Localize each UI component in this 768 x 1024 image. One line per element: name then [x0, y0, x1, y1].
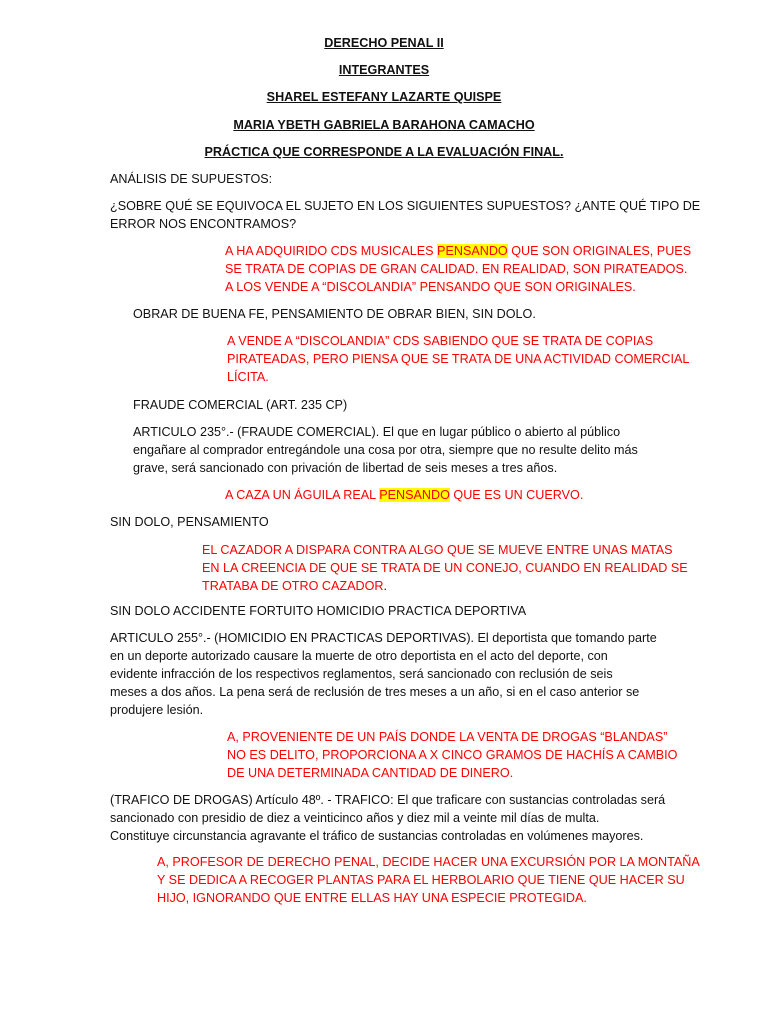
- case-1-line: [225, 242, 691, 260]
- case-2-line: LÍCITA.: [227, 370, 269, 384]
- article-48-line: Constituye circunstancia agravante el tráfico de sustancias controladas en volúmenes mayores.: [110, 829, 644, 843]
- case-5-line: A, PROVENIENTE DE UN PAÍS DONDE LA VENTA DE DROGAS “BLANDAS”: [227, 730, 668, 744]
- member-name-2: MARIA YBETH GABRIELA BARAHONA CAMACHO: [233, 118, 535, 132]
- article-235-line: ARTICULO 235°.- (FRAUDE COMERCIAL). El que en lugar público o abierto al público: [133, 425, 621, 439]
- article-255-line: produjere lesión.: [110, 703, 204, 717]
- question-line: ERROR NOS ENCONTRAMOS?: [110, 217, 297, 231]
- case-text: .: [383, 579, 387, 593]
- case-4-line: EN LA CREENCIA DE QUE SE TRATA DE UN CONEJO, CUANDO EN REALIDAD SE: [202, 561, 688, 575]
- members-label: INTEGRANTES: [338, 63, 430, 77]
- case-text: QUE ES UN CUERVO.: [449, 488, 584, 502]
- member-name-1: SHAREL ESTEFANY LAZARTE QUISPE: [266, 90, 502, 104]
- case-2-line: A VENDE A “DISCOLANDIA” CDS SABIENDO QUE SE TRATA DE COPIAS: [227, 334, 654, 348]
- section-title: ANÁLISIS DE SUPUESTOS:: [110, 172, 273, 186]
- question-line: ¿SOBRE QUÉ SE EQUIVOCA EL SUJETO EN LOS SIGUIENTES SUPUESTOS? ¿ANTE QUÉ TIPO DE: [110, 199, 701, 213]
- case-text: A CAZA UN ÁGUILA REAL: [225, 488, 380, 502]
- case-1-line: A LOS VENDE A “DISCOLANDIA” PENSANDO QUE SON ORIGINALES.: [225, 280, 636, 294]
- practice-subtitle: PRÁCTICA QUE CORRESPONDE A LA EVALUACIÓN FINAL.: [204, 145, 564, 159]
- case-5-line: NO ES DELITO, PROPORCIONA A X CINCO GRAMOS DE HACHÍS A CAMBIO: [227, 748, 678, 762]
- case-6-line: A, PROFESOR DE DERECHO PENAL, DECIDE HACER UNA EXCURSIÓN POR LA MONTAÑA: [157, 855, 700, 869]
- case-text: A HA ADQUIRIDO CDS MUSICALES: [225, 244, 438, 258]
- case-3-line: [225, 486, 583, 504]
- article-235-line: grave, será sancionado con privación de libertad de seis meses a tres años.: [133, 461, 558, 475]
- article-255-line: en un deporte autorizado causare la muerte de otro deportista en el acto del deporte, con: [110, 649, 608, 663]
- article-255-line: evidente infracción de los respectivos reglamentos, será sancionado con reclusión de seis: [110, 667, 613, 681]
- case-5-line: DE UNA DETERMINADA CANTIDAD DE DINERO.: [227, 766, 514, 780]
- case-text: TRATABA DE OTRO CAZADOR: [202, 579, 384, 593]
- article-255-line: meses a dos años. La pena será de reclusión de tres meses a un año, si en el caso anterior se: [110, 685, 640, 699]
- answer-2: FRAUDE COMERCIAL (ART. 235 CP): [133, 398, 348, 412]
- article-48-line: (TRAFICO DE DROGAS) Artículo 48º. - TRAFICO: El que traficare con sustancias controladas será: [110, 793, 666, 807]
- article-235-line: engañare al comprador entregándole una cosa por otra, siempre que no resulte delito más: [133, 443, 638, 457]
- case-6-line: HIJO, IGNORANDO QUE ENTRE ELLAS HAY UNA ESPECIE PROTEGIDA.: [157, 891, 587, 905]
- article-255-line: ARTICULO 255°.- (HOMICIDIO EN PRACTICAS DEPORTIVAS). El deportista que tomando parte: [110, 631, 657, 645]
- case-4-line: [202, 577, 387, 595]
- answer-1: OBRAR DE BUENA FE, PENSAMIENTO DE OBRAR BIEN, SIN DOLO.: [133, 307, 536, 321]
- document-title: DERECHO PENAL II: [324, 36, 444, 50]
- answer-4: SIN DOLO ACCIDENTE FORTUITO HOMICIDIO PRACTICA DEPORTIVA: [110, 604, 527, 618]
- highlighted-word: PENSANDO: [379, 488, 450, 502]
- article-48-line: sancionado con presidio de diez a veinticinco años y diez mil a veinte mil días de multa.: [110, 811, 600, 825]
- answer-3: SIN DOLO, PENSAMIENTO: [110, 515, 269, 529]
- highlighted-word: PENSANDO: [437, 244, 508, 258]
- case-6-line: Y SE DEDICA A RECOGER PLANTAS PARA EL HERBOLARIO QUE TIENE QUE HACER SU: [157, 873, 685, 887]
- case-text: QUE SON ORIGINALES, PUES: [507, 244, 692, 258]
- case-2-line: PIRATEADAS, PERO PIENSA QUE SE TRATA DE UNA ACTIVIDAD COMERCIAL: [227, 352, 690, 366]
- case-4-line: EL CAZADOR A DISPARA CONTRA ALGO QUE SE MUEVE ENTRE UNAS MATAS: [202, 543, 673, 557]
- case-1-line: SE TRATA DE COPIAS DE GRAN CALIDAD. EN REALIDAD, SON PIRATEADOS.: [225, 262, 688, 276]
